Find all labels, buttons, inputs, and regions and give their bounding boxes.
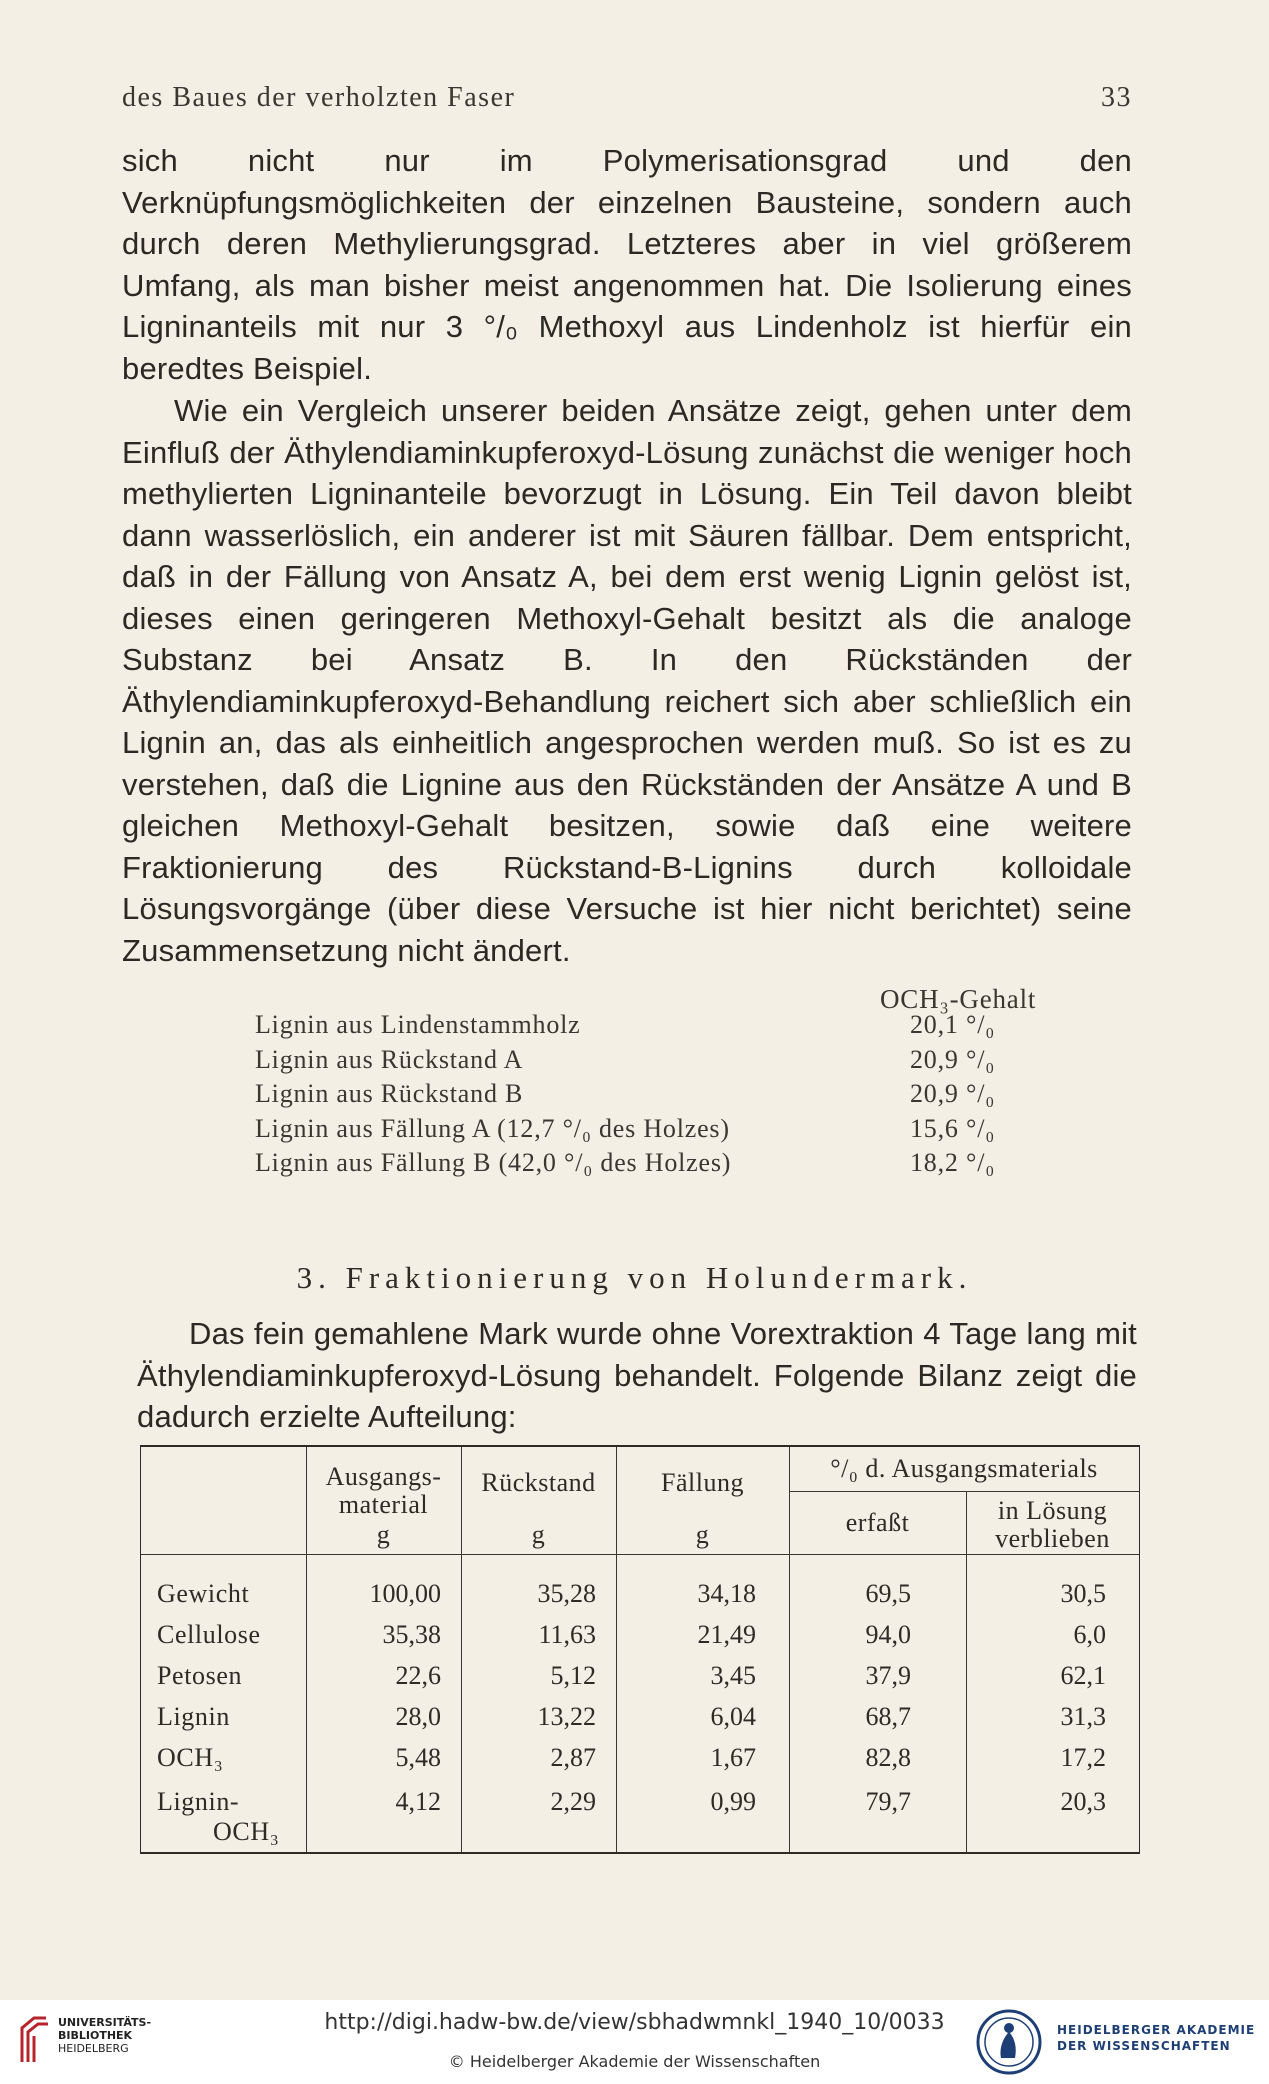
paragraph-1: sich nicht nur im Polymerisationsgrad und den Verknüpfungsmöglichkeiten der einzelnen Bausteine, sondern auch durch deren Methylierungsgrad. Letzteres aber in viel größerem Umfang, als man bisher meist angenommen hat. Die Isolierung eines Ligninanteils mit nur 3 °/₀ Methoxyl aus Lindenholz ist hierfür ein beredtes Beispiel. (122, 143, 1132, 386)
cell-faellung: 21,49 (697, 1620, 756, 1649)
logo-line: DER WISSENSCHAFTEN (1057, 2039, 1231, 2053)
cell-faellung: 1,67 (710, 1743, 756, 1772)
cell-faellung: 0,99 (710, 1787, 756, 1816)
cell-erfasst: 94,0 (865, 1620, 911, 1649)
methoxyl-row-label: Lignin aus Rückstand A (255, 1044, 524, 1074)
cell-in-loesung: 17,2 (1060, 1743, 1106, 1772)
cell-erfasst: 69,5 (865, 1579, 911, 1608)
cell-rueckstand: 2,29 (550, 1787, 596, 1816)
row-label: Petosen (157, 1661, 243, 1690)
methoxyl-row (255, 1010, 1055, 1045)
methoxyl-row-value: 20,9 °/₀ (910, 1079, 996, 1108)
header-erfasst: erfaßt (845, 1508, 910, 1537)
running-title: des Baues der verholzten Faser (122, 82, 516, 113)
cell-ausgangsmaterial: 35,38 (382, 1620, 441, 1649)
page-number: 33 (1101, 82, 1132, 113)
logo-line: HEIDELBERG (58, 2042, 129, 2055)
methoxyl-row (255, 1114, 1055, 1149)
cell-in-loesung: 62,1 (1060, 1661, 1106, 1690)
methoxyl-row (255, 1079, 1055, 1114)
methoxyl-row-label: Lignin aus Rückstand B (255, 1079, 524, 1108)
header-faellung: Fällung (661, 1468, 744, 1497)
header-unit: g (695, 1520, 710, 1549)
methoxyl-table (255, 984, 1055, 1183)
cell-faellung: 34,18 (697, 1579, 756, 1608)
methoxyl-row-label: Lignin aus Fällung A (12,7 °/₀ des Holzes) (255, 1113, 730, 1143)
cell-in-loesung: 30,5 (1060, 1579, 1106, 1608)
row-label: OCH₃ (157, 1743, 224, 1772)
row-label: Lignin (157, 1702, 230, 1731)
cell-rueckstand: 11,63 (538, 1620, 596, 1649)
methoxyl-row (255, 1045, 1055, 1080)
cell-rueckstand: 5,12 (550, 1661, 596, 1690)
row-label: Gewicht (157, 1579, 250, 1608)
permalink-url[interactable]: http://digi.hadw-bw.de/view/sbhadwmnkl_1940_10/0033 (324, 2010, 945, 2035)
header-ausgangsmaterial (306, 1463, 461, 1519)
copyright-notice: © Heidelberger Akademie der Wissenschaften (448, 2052, 821, 2071)
cell-ausgangsmaterial: 5,48 (395, 1743, 441, 1772)
header-unit: g (531, 1520, 546, 1549)
fractionation-table (140, 1445, 1140, 1854)
row-label: Lignin- (157, 1787, 240, 1816)
cell-rueckstand: 2,87 (550, 1743, 596, 1772)
cell-ausgangsmaterial: 28,0 (395, 1702, 441, 1731)
header-subrule (789, 1491, 1139, 1492)
viewer-footer (0, 2000, 1269, 2084)
methoxyl-row-value: 15,6 °/₀ (910, 1113, 996, 1143)
cell-erfasst: 82,8 (865, 1743, 911, 1772)
logo-line: UNIVERSITÄTS- (58, 2016, 152, 2029)
methoxyl-row-value: 20,1 °/₀ (910, 1010, 996, 1039)
logo-line: BIBLIOTHEK (58, 2029, 133, 2042)
cell-in-loesung: 6,0 (1073, 1620, 1106, 1649)
cell-faellung: 6,04 (710, 1702, 756, 1731)
row-label-continued: OCH₃ (213, 1817, 280, 1846)
header-loesung-line1: in Lösung (997, 1496, 1108, 1525)
header-rule (141, 1554, 1139, 1555)
row-label: Cellulose (157, 1620, 261, 1649)
header-ausgangs-line1: Ausgangs- (325, 1462, 442, 1491)
methoxyl-row-value: 18,2 °/₀ (910, 1148, 996, 1177)
methoxyl-row (255, 1148, 1055, 1183)
header-ausgangs-line2: material (338, 1490, 429, 1519)
methoxyl-row-value: 20,9 °/₀ (910, 1044, 996, 1074)
cell-ausgangsmaterial: 4,12 (395, 1787, 441, 1816)
paragraph-2: Wie ein Vergleich unserer beiden Ansätze zeigt, gehen unter dem Einfluß der Äthylendiaminkupferoxyd-Lösung zunächst die weniger hoch methylierten Ligninanteile bevorzugt in Lösung. Ein Teil davon bleibt dann wasserlöslich, ein anderer ist mit Säuren fällbar. Dem entspricht, daß in der Fällung von Ansatz A, bei dem erst wenig Lignin gelöst ist, dieses einen geringeren Methoxyl-Gehalt besitzt als die analoge Substanz bei Ansatz B. In den Rückständen der Äthylendiaminkupferoxyd-Behandlung reichert sich aber schließlich ein Lignin an, das als einheitlich angesprochen werden muß. So ist es zu verstehen, daß die Lignine aus den Rückständen der Ansätze A und B gleichen Methoxyl-Gehalt besitzen, sowie daß eine weitere Fraktionierung des Rückstand-B-Lignins durch kolloidale Lösungsvorgänge (über diese Versuche ist hier nicht berichtet) seine Zusammensetzung nicht ändert. (122, 393, 1132, 968)
cell-erfasst: 37,9 (865, 1661, 911, 1690)
logo-line: HEIDELBERGER AKADEMIE (1057, 2023, 1256, 2037)
header-rueckstand: Rückstand (481, 1468, 596, 1497)
academy-name (1057, 2022, 1255, 2054)
cell-ausgangsmaterial: 100,00 (369, 1579, 441, 1608)
header-unit: g (376, 1520, 391, 1549)
cell-in-loesung: 20,3 (1060, 1787, 1106, 1816)
cell-rueckstand: 13,22 (537, 1702, 596, 1731)
header-loesung-line2: verblieben (995, 1524, 1110, 1553)
cell-ausgangsmaterial: 22,6 (395, 1661, 441, 1690)
cell-erfasst: 79,7 (865, 1787, 911, 1816)
header-in-loesung (966, 1497, 1139, 1553)
cell-rueckstand: 35,28 (537, 1579, 596, 1608)
cell-in-loesung: 31,3 (1060, 1702, 1106, 1731)
methoxyl-table-header: OCH₃-Gehalt (880, 984, 1037, 1014)
paragraph-3: Das fein gemahlene Mark wurde ohne Vorextraktion 4 Tage lang mit Äthylendiaminkupferoxyd-Lösung behandelt. Folgende Bilanz zeigt die dadurch erzielte Aufteilung: (137, 1316, 1137, 1434)
methoxyl-row-label: Lignin aus Lindenstammholz (255, 1010, 581, 1039)
section-heading: 3. Fraktionierung von Holundermark. (296, 1260, 973, 1295)
academy-seal-icon (975, 2008, 1043, 2080)
cell-faellung: 3,45 (710, 1661, 756, 1690)
header-percent-group: °/₀ d. Ausgangsmaterials (830, 1454, 1098, 1483)
methoxyl-row-label: Lignin aus Fällung B (42,0 °/₀ des Holzes) (255, 1148, 732, 1177)
cell-erfasst: 68,7 (865, 1702, 911, 1731)
